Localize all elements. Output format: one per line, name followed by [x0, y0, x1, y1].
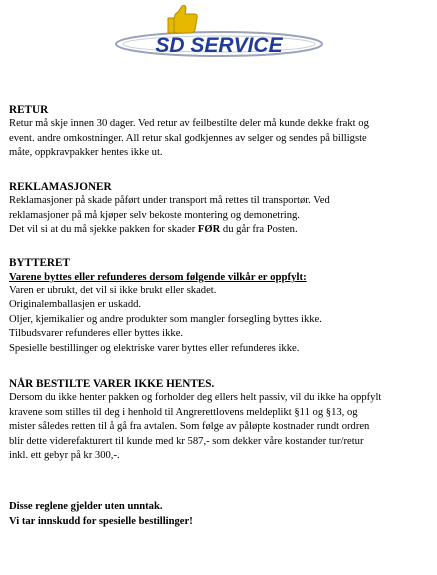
bytteret-list — [9, 284, 429, 356]
logo-text: SD SERVICE — [155, 34, 283, 57]
retur-line: måte, oppkravpakker hentes ikke ut. — [9, 147, 163, 158]
reklamasjoner-line: reklamasjoner på må kjøper selv bekoste montering og demonetring. — [9, 209, 300, 221]
section-retur — [9, 103, 429, 161]
section-closing — [9, 500, 429, 529]
list-item: Varen er ubrukt, det vil si ikke brukt eller skadet. — [9, 285, 217, 296]
retur-line: event. andre omkostninger. All retur skal godkjennes av selger og sendes på billigste — [9, 132, 367, 144]
reklamasjoner-line: Reklamasjoner på skade påført under transport må rettes til transportør. Ved — [9, 195, 330, 206]
ikke-hentes-line: Dersom du ikke henter pakken og forholder deg ellers helt passiv, vil du ikke ha oppfylt — [9, 392, 382, 403]
closing-line: Vi tar innskudd for spesielle bestillinger! — [9, 515, 193, 527]
ikke-hentes-line: mister således retten til å gå fra avtalen. Som følge av påløpte kostnader rundt ordren — [9, 421, 370, 432]
reklamasjoner-line — [9, 223, 429, 238]
reklamasjoner-text — [9, 194, 429, 238]
ikke-hentes-line: kravene som stilles til deg i henhold til Angrerettlovens meldeplikt §11 og §13, og — [9, 406, 358, 418]
ikke-hentes-line: blir dette viderefakturert til kunde med kr 587,- som dekker våre kostander tur/retur — [9, 435, 364, 447]
ikke-hentes-text — [9, 391, 429, 464]
list-item: Tilbudsvarer refunderes eller byttes ikke. — [9, 328, 184, 340]
bytteret-subheading: Varene byttes eller refunderes dersom følgende vilkår er oppfylt: — [9, 271, 307, 283]
reklamasjoner-line-post: du går fra Posten. — [220, 224, 298, 235]
reklamasjoner-emphasis: FØR — [197, 224, 221, 235]
section-ikke-hentes — [9, 377, 429, 464]
list-item: Originalemballasjen er uskadd. — [9, 299, 142, 311]
list-item: Spesielle bestillinger og elektriske varer byttes eller refunderes ikke. — [9, 342, 300, 354]
thumbs-up-icon — [168, 5, 197, 33]
closing-line: Disse reglene gjelder uten unntak. — [9, 501, 163, 512]
retur-heading: RETUR — [9, 104, 49, 116]
list-item: Oljer, kjemikalier og andre produkter som mangler forsegling byttes ikke. — [9, 313, 322, 325]
section-bytteret — [9, 256, 429, 356]
retur-text — [9, 117, 429, 161]
ikke-hentes-line: inkl. ett gebyr på kr 300,-. — [9, 450, 120, 461]
retur-line: Retur må skje innen 30 dager. Ved retur av feilbestilte deler må kunde dekke frakt og — [9, 118, 369, 129]
sd-service-logo — [112, 2, 326, 64]
reklamasjoner-heading: REKLAMASJONER — [9, 181, 112, 193]
bytteret-heading: BYTTERET — [9, 257, 70, 269]
reklamasjoner-line-pre: Det vil si at du må sjekke pakken for skader — [9, 224, 198, 235]
section-reklamasjoner — [9, 180, 429, 238]
ikke-hentes-heading: NÅR BESTILTE VARER IKKE HENTES. — [9, 378, 215, 390]
